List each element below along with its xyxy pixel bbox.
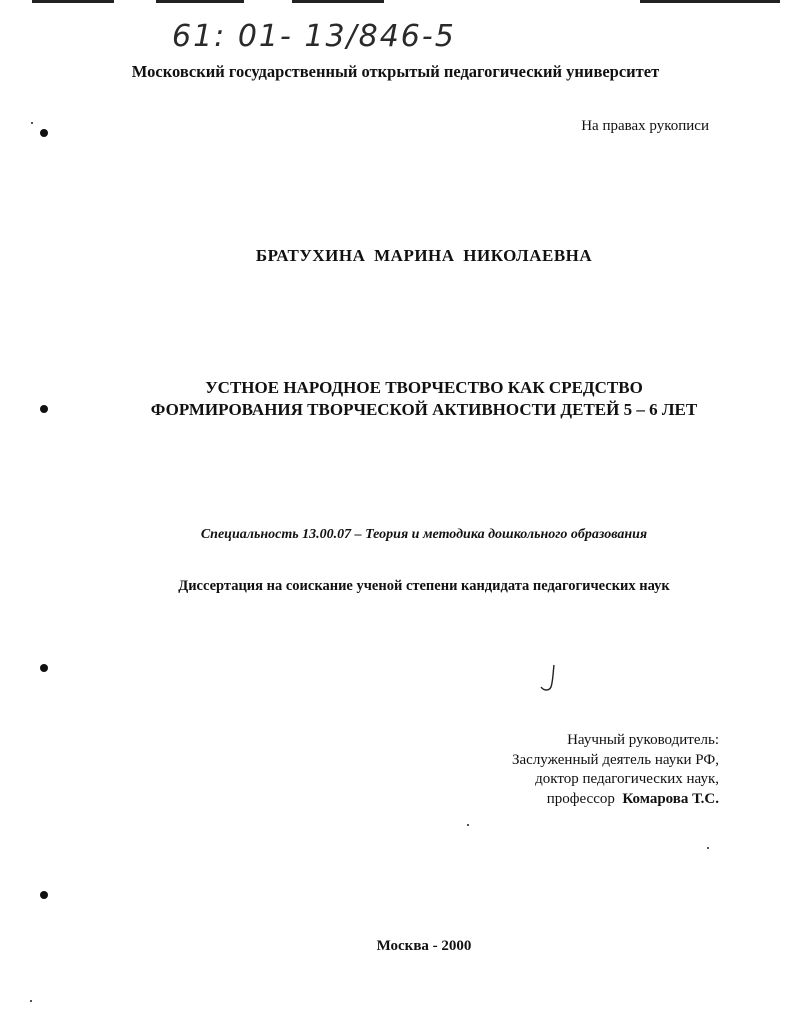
supervisor-degree: доктор педагогических наук, [535, 771, 719, 787]
supervisor-heading: Научный руководитель: [567, 732, 719, 748]
supervisor-honor: Заслуженный деятель науки РФ, [511, 751, 719, 768]
supervisor-rank: профессор [546, 790, 615, 807]
binding-hole-4 [40, 891, 48, 899]
university-name: Московский государственный открытый педагогический университет [131, 62, 660, 81]
supervisor-block [512, 731, 719, 809]
handwritten-catalog-number [172, 10, 552, 58]
binding-hole-3 [40, 664, 48, 672]
specialty-line: Специальность 13.00.07 – Теория и методика дошкольного образования [200, 527, 648, 542]
binding-hole-1 [40, 129, 48, 137]
supervisor-rank-name [512, 790, 719, 810]
author-name: БРАТУХИНА МАРИНА НИКОЛАЕВНА [255, 246, 593, 265]
scan-top-edge [0, 0, 791, 3]
supervisor-name: Комарова Т.С. [622, 790, 719, 807]
scan-speck [467, 824, 469, 826]
degree-statement: Диссертация на соискание ученой степени кандидата педагогических наук [178, 578, 670, 594]
handwritten-catalog-text: 61: 01- 13/846-5 [172, 19, 456, 54]
handwritten-check-mark [538, 663, 562, 693]
scan-speck [707, 847, 709, 849]
dissertation-title [0, 377, 791, 421]
title-line-2: ФОРМИРОВАНИЯ ТВОРЧЕСКОЙ АКТИВНОСТИ ДЕТЕЙ 5 – 6 ЛЕТ [150, 400, 698, 419]
binding-hole-2 [40, 405, 48, 413]
scan-speck [30, 1000, 32, 1002]
title-line-1: УСТНОЕ НАРОДНОЕ ТВОРЧЕСТВО КАК СРЕДСТВО [205, 378, 643, 397]
city-year: Москва - 2000 [376, 938, 472, 954]
scan-speck [31, 122, 33, 124]
manuscript-rights-note: На правах рукописи [581, 118, 709, 134]
